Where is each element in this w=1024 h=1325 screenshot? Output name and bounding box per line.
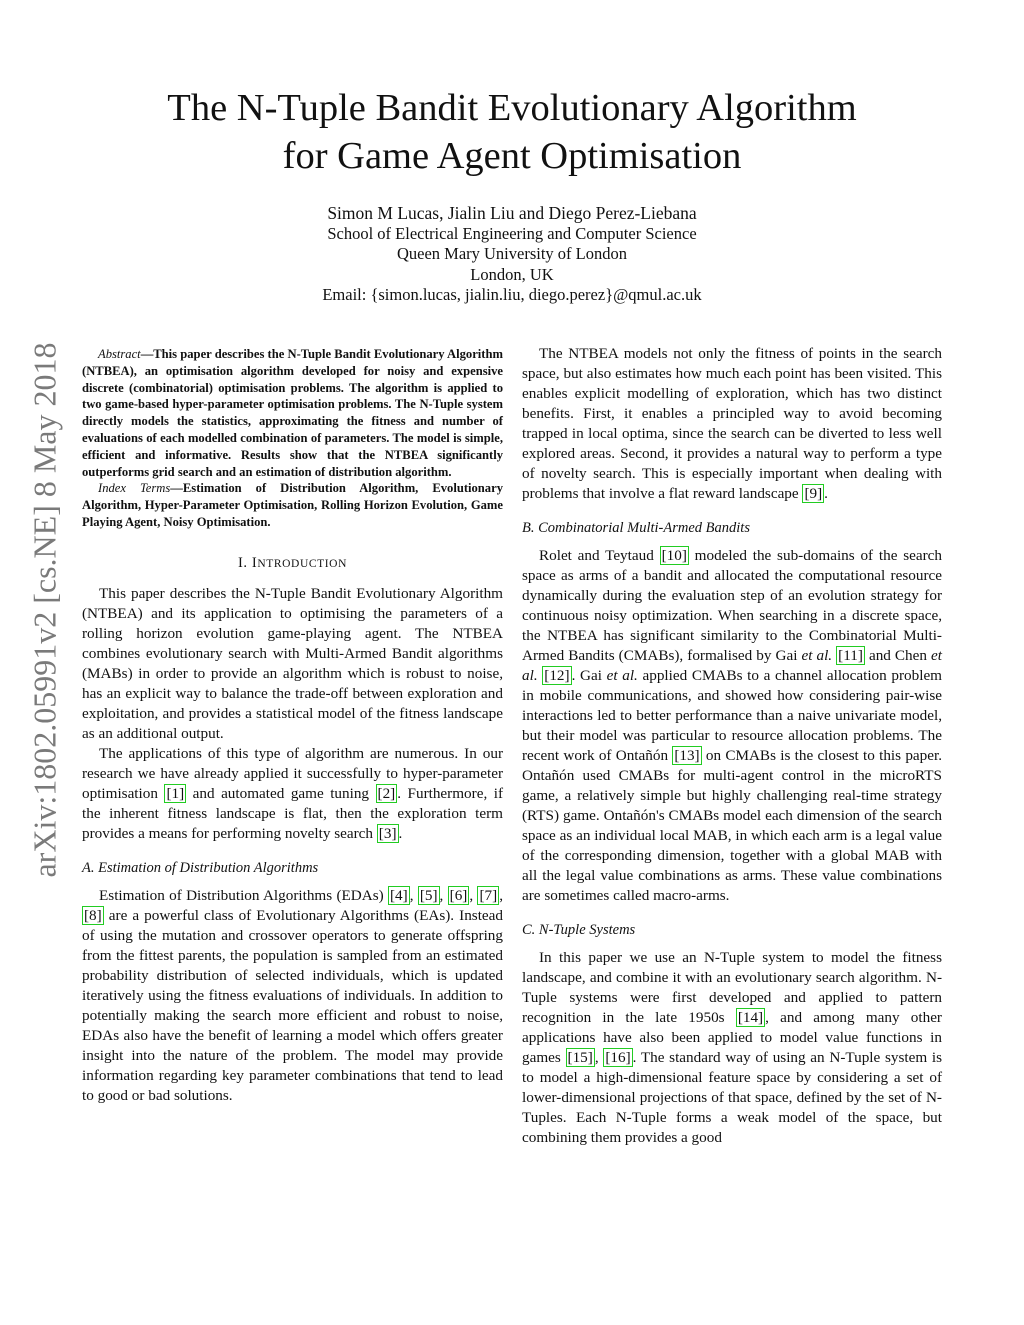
citation-link[interactable]: [16] xyxy=(605,1049,631,1066)
author-block xyxy=(200,203,824,306)
abstract xyxy=(82,346,503,480)
author-email: Email: {simon.lucas, jialin.liu, diego.perez}@qmul.ac.uk xyxy=(322,285,702,304)
paper-title xyxy=(90,84,934,180)
citation-link[interactable]: [7] xyxy=(479,886,498,904)
citation-link[interactable]: [8] xyxy=(84,906,102,924)
eda-paragraph: Estimation of Distribution Algorithms (EDAs) [4] , [5] , [6] , [7] , [8] are a powerful class of Evolutionary Algorithms (EAs). Instead of using the mutation and crossover operators to generate offspring from the fittest parents, the population is sampled from an estimated probability distribution of selected individuals, which is updated iteratively using the fitness evaluations of individuals. In addition to potentially making the search more efficient and robust to noise, EDAs also have the benefit of learning a model which offers greater insight into the nature of the problem. The model may provide information regarding key parameter combinations that tend to lead to good or bad solutions. xyxy=(82,886,503,1104)
citation-link[interactable]: [11] xyxy=(838,647,863,664)
citation-link[interactable]: [14] xyxy=(737,1009,764,1026)
citation-link[interactable]: [10] xyxy=(661,547,687,564)
subsection-heading-ntuple: C. N-Tuple Systems xyxy=(522,922,636,938)
intro-paragraph-1: This paper describes the N-Tuple Bandit Evolutionary Algorithm (NTBEA) and its application to optimising the parameters of a rolling horizon evolution game-playing agent. The NTBEA combines evolutionary search with Multi-Armed Bandit algorithms (MABs) in order to provide an algorithm which is robust to noise, has an explicit way to balance the trade-off between exploration and exploitation, and provides a statistical model of the fitness landscape as an additional output. xyxy=(82,584,503,742)
citation-link[interactable]: [15] xyxy=(567,1049,593,1066)
index-terms xyxy=(82,480,503,530)
cmab-paragraph: Rolet and Teytaud [10] modeled the sub-domains of the search space as arms of a bandit and allocated the computational resource dynamically during the evaluation step of an evolution strategy for continuous noisy optimization. When searching in a discrete space, the NTBEA has significant similarity to the Combinatorial Multi-Armed Bandits (CMABs), formalised by Gai et al. [11] and Chen et al. [12] . Gai et al. applied CMABs to a channel allocation problem in mobile communications, and showed how considering pair-wise interactions led to better performance than a naive univariate model, but their model was particular to resource allocation problems. The recent work of Ontañón [13] on CMABs is the closest to this paper. Ontañón used CMABs for multi-agent control in the microRTS game, a relatively simple but highly challenging real-time strategy (RTS) game. Ontañón's CMABs model each dimension of the search space as an individual local MAB, in which each arm is a legal value of the corresponding dimension, together with a global MAB with all the legal value combinations as arms. These value combinations are sometimes called macro-arms. xyxy=(522,547,942,904)
citation-link[interactable]: [6] xyxy=(449,886,468,904)
ntbea-paragraph: The NTBEA models not only the fitness of points in the search space, but also estimates how much each point has been visited. This enables explicit modelling of exploration, which has two distinct benefits. First, it enables a principled way to avoid becoming trapped in local optima, since the search can be diverted to less well explored areas. Second, it provides a natural way to perform a type of novelty search. This is especially important when dealing with problems that involve a flat reward landscape [9] . xyxy=(522,345,942,502)
citation-link[interactable]: [1] xyxy=(166,784,185,802)
author-school: School of Electrical Engineering and Computer Science xyxy=(327,223,697,243)
author-location: London, UK xyxy=(470,264,554,284)
title-line-1: The N-Tuple Bandit Evolutionary Algorithm xyxy=(167,87,857,129)
citation-link[interactable]: [12] xyxy=(544,667,570,684)
author-university: Queen Mary University of London xyxy=(396,244,628,263)
citation-link[interactable]: [5] xyxy=(419,886,438,904)
subsection-heading-cmab: B. Combinatorial Multi-Armed Bandits xyxy=(522,520,750,536)
right-column xyxy=(522,344,942,1148)
index-terms-text: —Estimation of Distribution Algorithm, Evolutionary Algorithm, Hyper-Parameter Optimisation, Rolling Horizon Evolution, Game Playing Agent, Noisy Optimisation. xyxy=(82,481,503,529)
intro-paragraph-2: The applications of this type of algorithm are numerous. In our research we have already applied it successfully to hyper-parameter optimisation [1] and automated game tuning [2] . Furthermore, if the inherent fitness landscape is flat, then the exploration term provides a means for performing novelty search [3] . xyxy=(82,744,504,842)
arxiv-stamp-text: arXiv:1802.05991v2 [cs.NE] 8 May 2018 xyxy=(26,342,63,878)
citation-link[interactable]: [3] xyxy=(378,824,397,842)
title-line-2: for Game Agent Optimisation xyxy=(282,135,742,177)
index-terms-lead: Index Terms xyxy=(98,481,171,496)
subsection-heading-eda: A. Estimation of Distribution Algorithms xyxy=(82,859,319,876)
author-names: Simon M Lucas, Jialin Liu and Diego Perez-Liebana xyxy=(327,203,697,223)
section-heading-introduction: I. INTRODUCTION xyxy=(238,554,347,571)
abstract-lead: Abstract xyxy=(98,347,141,361)
citation-link[interactable]: [9] xyxy=(804,485,823,502)
citation-link[interactable]: [13] xyxy=(674,747,700,764)
left-column xyxy=(82,346,503,1106)
citation-link[interactable]: [2] xyxy=(377,784,396,802)
citation-link[interactable]: [4] xyxy=(390,886,408,904)
abstract-text: —This paper describes the N-Tuple Bandit Evolutionary Algorithm (NTBEA), an optimisation algorithm developed for noisy and expensive discrete (combinatorial) optimisation problems. The algorithm is applied to two game-based hyper-parameter optimisation problems. The N-Tuple system directly models the statistics, approximating the fitness and number of evaluations of each modelled combination of parameters. The model is simple, efficient and informative. Results show that the NTBEA significantly outperforms grid search and an estimation of distribution algorithm. xyxy=(82,347,503,479)
ntuple-paragraph: In this paper we use an N-Tuple system to model the fitness landscape, and combine it with an evolutionary search algorithm. N-Tuple systems were first developed and applied to pattern recognition in the late 1950s [14] , and among many other applications have also been applied to model value functions in games [15] , [16] . The standard way of using an N-Tuple system is to model a high-dimensional feature space by considering a set of lower-dimensional projections of that space, defined by the set of N-Tuples. Each N-Tuple forms a weak model of the space, but combining them provides a good xyxy=(522,949,942,1146)
